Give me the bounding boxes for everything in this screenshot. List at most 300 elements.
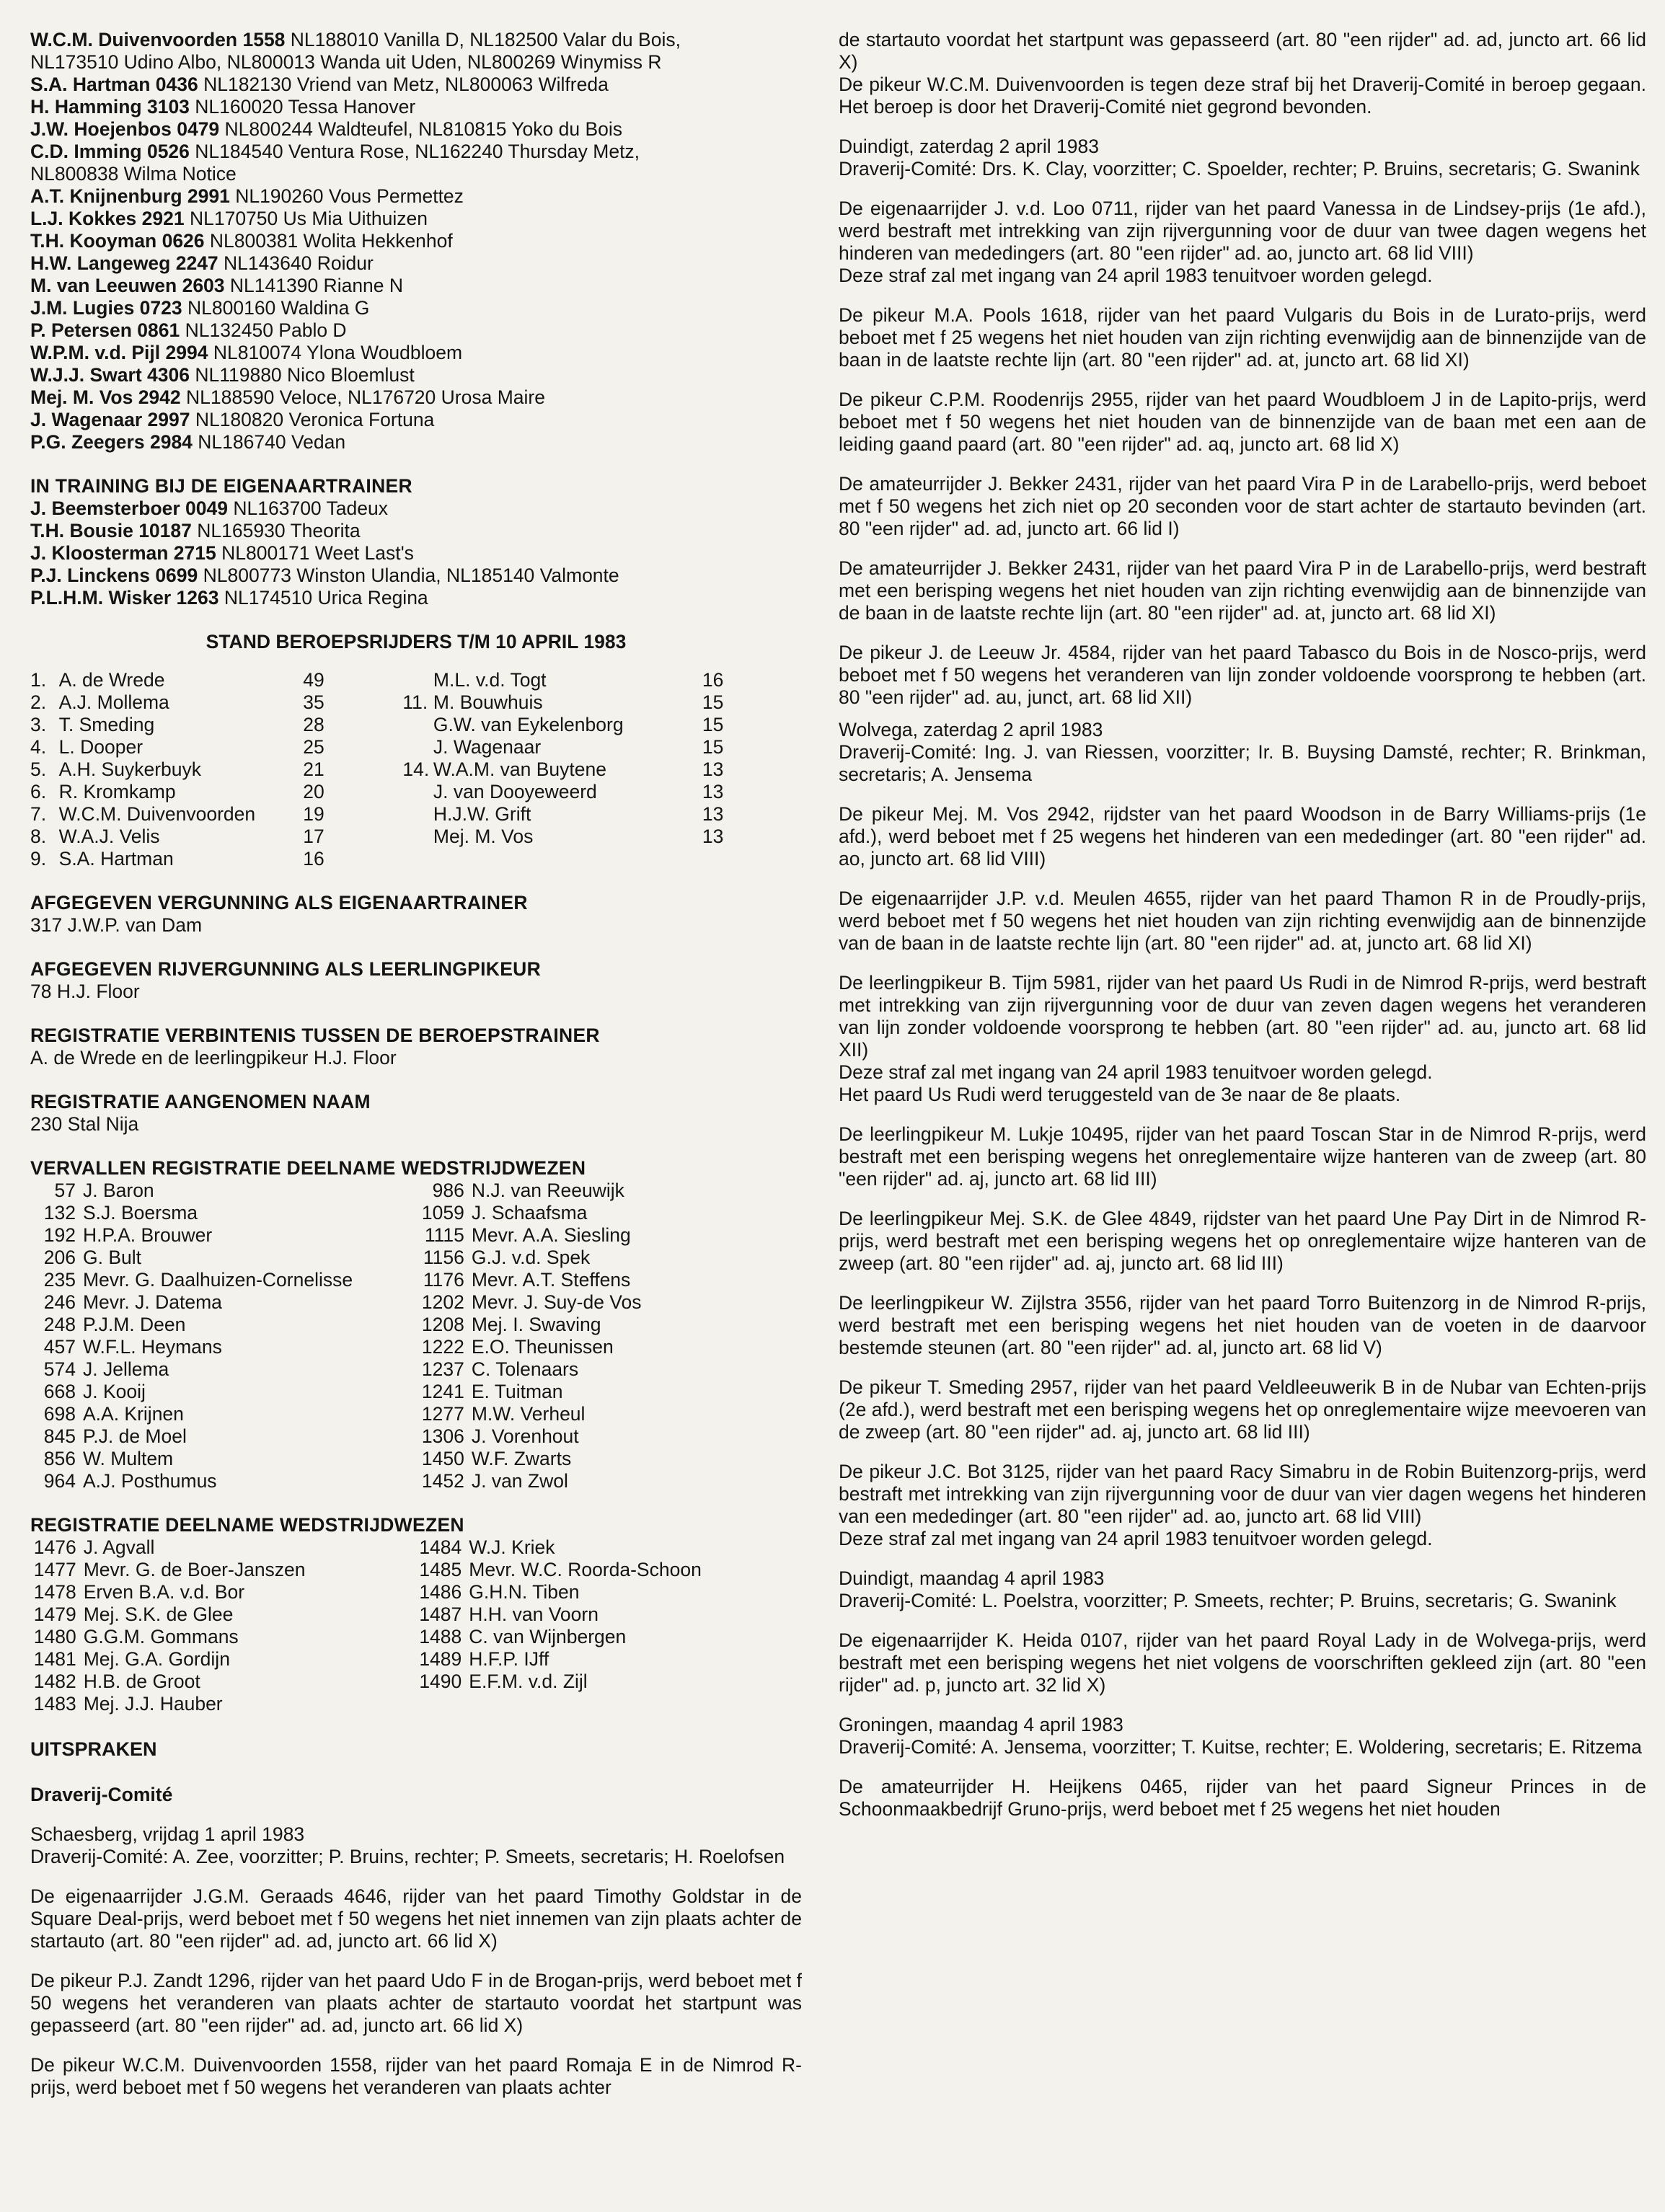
person-name: J. Baron [82,1180,154,1201]
standings-row [30,736,802,758]
rank [402,781,433,803]
rank: 6. [30,781,47,802]
reg-number: 1487 [419,1603,462,1625]
person-name: H.F.P. IJff [469,1648,549,1670]
reg-number: 964 [43,1470,76,1492]
rider-name: J. Wagenaar [433,736,542,758]
points: 13 [702,803,724,825]
ruling-line: De amateurrijder H. Heijkens 0465, rijder van het paard Signeur Princes in de Schoonmaakbedrijf Gruno-prijs, werd beboet met f 25 wegens het niet houden [839,1776,1646,1820]
trainer-name: L.J. Kokkes 2921 [30,208,185,229]
reg-number: 1478 [33,1581,76,1603]
rank [402,736,433,758]
person-name: G. Bult [82,1247,141,1268]
person-name: Mej. G.A. Gordijn [83,1648,230,1670]
standings-row [30,669,802,691]
horse-list: NL182130 Vriend van Metz, NL800063 Wilfreda [198,74,609,95]
person-name: W. Multem [82,1448,174,1469]
person-name: E.O. Theunissen [471,1336,614,1358]
list-row [30,1581,802,1603]
trainer-name: M. van Leeuwen 2603 [30,275,225,296]
registratie-table [30,1536,802,1715]
horse-list: NL132450 Pablo D [180,319,347,341]
entry-line [30,520,802,542]
person-name: Mevr. A.T. Steffens [471,1269,631,1291]
person-name: P.J.M. Deen [82,1314,186,1335]
standings-row [30,826,802,848]
points: 15 [702,714,724,735]
rank [402,669,433,691]
rank: 9. [30,848,47,870]
section-text: 78 H.J. Floor [30,981,140,1002]
rider-name: H.J.W. Grift [433,803,531,825]
rider-name: R. Kromkamp [58,781,176,802]
list-row [30,1314,802,1336]
list-row [30,1358,802,1381]
reg-number: 1450 [421,1448,464,1469]
rider-name: W.A.M. van Buytene [433,758,607,780]
left-column [30,29,802,2099]
person-name: S.J. Boersma [82,1202,198,1224]
horse-list: NL800773 Winston Ulandia, NL185140 Valmonte [198,565,619,586]
reg-number: 856 [43,1448,76,1469]
horse-list: NL800160 Waldina G [182,297,370,319]
person-name: G.H.N. Tiben [469,1581,580,1603]
horse-list: NL119880 Nico Bloemlust [189,364,415,386]
person-name: Mej. I. Swaving [471,1314,601,1335]
reg-number: 1208 [421,1314,464,1335]
ruling-line: De leerlingpikeur W. Zijlstra 3556, rijder van het paard Torro Buitenzorg in de Nimrod R-prijs, werd bestraft met een berisping wegens het niet houden van de voeten in de daarvoor bestemde steunen (art. 80 "een rijder" ad. al, juncto art. 68 lid V) [839,1292,1646,1358]
entry-line [30,29,802,51]
meeting-block [839,719,1646,786]
reg-number: 1479 [33,1603,76,1625]
reg-number: 457 [43,1336,76,1358]
rank: 8. [30,826,47,847]
reg-number: 1485 [419,1559,462,1580]
ruling-block [839,29,1646,118]
reg-number: 246 [43,1291,76,1313]
rank: 2. [30,691,47,713]
person-name: M.W. Verheul [471,1403,586,1425]
meeting-schaesberg [30,1823,802,1868]
ruling-block [839,1208,1646,1275]
reg-number: 1306 [421,1425,464,1447]
rider-name: A. de Wrede [58,669,165,691]
rider-name: W.A.J. Velis [58,826,160,847]
standings-row [30,781,802,803]
person-name: Mevr. G. de Boer-Janszen [83,1559,306,1580]
trainer-name: W.C.M. Duivenvoorden 1558 [30,29,286,50]
list-row [30,1247,802,1269]
points: 19 [303,803,324,825]
trainer-name: T.H. Kooyman 0626 [30,230,205,252]
ruling-block [839,642,1646,709]
points: 13 [702,826,724,847]
reg-number: 1237 [421,1358,464,1380]
section-text: 317 J.W.P. van Dam [30,914,203,936]
meeting-date: Groningen, maandag 4 april 1983 [839,1714,1123,1735]
points: 21 [303,758,324,780]
trainer-name: H.W. Langeweg 2247 [30,252,218,274]
reg-number: 248 [43,1314,76,1335]
ruling-block [839,198,1646,287]
ruling-line: De eigenaarrijder J. v.d. Loo 0711, rijder van het paard Vanessa in de Lindsey-prijs (1e afd.), werd bestraft met intrekking van zijn rijvergunning voor de duur van twee dagen wegens het hinderen van mededingers (art. 80 "een rijder" ad. ao, juncto art. 68 lid VIII) [839,198,1646,264]
list-row [30,1224,802,1247]
person-name: J. van Zwol [471,1470,568,1492]
horse-list: NL143640 Roidur [218,252,374,274]
section-heading: AFGEGEVEN VERGUNNING ALS EIGENAARTRAINER [30,892,528,913]
standings-row [30,803,802,826]
person-name: W.F.L. Heymans [82,1336,222,1358]
reg-number: 1176 [423,1269,464,1291]
person-name: A.A. Krijnen [82,1403,184,1425]
entry-line [30,163,802,185]
ruling-line: Deze straf zal met ingang van 24 april 1983 tenuitvoer worden gelegd. [839,1061,1433,1083]
reg-number: 235 [43,1269,76,1291]
entry-line [30,342,802,364]
list-row [30,1448,802,1470]
person-name [469,1693,802,1715]
ruling-line: De eigenaarrijder J.P. v.d. Meulen 4655, rijder van het paard Thamon R in de Proudly-prijs, werd beboet met f 50 wegens het niet houden van zijn richting evenwijdig aan de binnenzijde van de baan in de laatste rechte lijn (art. 80 "een rijder" ad. at, juncto art. 68 lid XI) [839,888,1646,954]
list-row [30,1180,802,1202]
points: 15 [702,736,724,758]
points: 20 [303,781,324,802]
ruling-block [839,389,1646,456]
trainer-name: H. Hamming 3103 [30,96,190,118]
reg-number: 132 [43,1202,76,1224]
right-column [839,29,1646,1821]
entry-line [30,208,802,230]
ruling-paragraph: De eigenaarrijder J.G.M. Geraads 4646, rijder van het paard Timothy Goldstar in de Square Deal-prijs, werd beboet met f 50 wegens het niet innemen van zijn plaats achter de startauto (art. 80 "een rijder" ad. ad, juncto art. 66 lid X) [30,1885,802,1952]
trainer-name: J. Beemsterboer 0049 [30,497,228,519]
rank: 4. [30,736,47,758]
horse-list: NL180820 Veronica Fortuna [190,409,435,430]
entry-line [30,74,802,96]
reg-number: 1484 [419,1536,462,1558]
trainer-name: C.D. Imming 0526 [30,141,190,162]
list-row [30,1291,802,1314]
person-name: P.J. de Moel [82,1425,187,1447]
entry-line [30,565,802,587]
ruling-block [839,1461,1646,1550]
horse-list: NL174510 Urica Regina [218,587,428,609]
entry-line [30,297,802,319]
ruling-block [839,1629,1646,1696]
ruling-line: Deze straf zal met ingang van 24 april 1983 tenuitvoer worden gelegd. [839,1528,1433,1549]
points: 49 [303,669,324,691]
list-row [30,1693,802,1715]
ruling-line: De leerlingpikeur M. Lukje 10495, rijder van het paard Toscan Star in de Nimrod R-prijs, werd bestraft met een berisping wegens het onreglementaire wijze hanteren van de zweep (art. 80 "een rijder" ad. aj, juncto art. 68 lid III) [839,1123,1646,1190]
person-name: W.J. Kriek [469,1536,555,1558]
ruling-paragraph: De pikeur W.C.M. Duivenvoorden 1558, rijder van het paard Romaja E in de Nimrod R-prijs, werd beboet met f 50 wegens het veranderen van plaats achter [30,2054,802,2098]
entry-line [30,51,802,74]
reg-number: 1115 [424,1224,464,1246]
section-heading: AFGEGEVEN RIJVERGUNNING ALS LEERLINGPIKEUR [30,958,542,980]
person-name: J. Schaafsma [471,1202,588,1224]
person-name: Mevr. J. Suy-de Vos [471,1291,642,1313]
rank: 14. [402,758,430,780]
ruling-line: Deze straf zal met ingang van 24 april 1983 tenuitvoer worden gelegd. [839,265,1433,286]
rank [402,714,433,736]
person-name: Mevr. W.C. Roorda-Schoon [469,1559,702,1580]
ruling-line: De pikeur W.C.M. Duivenvoorden is tegen deze straf bij het Draverij-Comité in beroep gegaan. Het beroep is door het Draverij-Comité niet gegrond bevonden. [839,74,1646,118]
ruling-line: De amateurrijder J. Bekker 2431, rijder van het paard Vira P in de Larabello-prijs, werd bestraft met een berisping wegens het niet houden van zijn richting evenwijdig aan de binnenzijde van de baan in de laatste rechte lijn (art. 80 "een rijder" ad. at, juncto art. 68 lid XI) [839,557,1646,624]
vervallen-heading: VERVALLEN REGISTRATIE DEELNAME WEDSTRIJDWEZEN [30,1157,586,1179]
reg-number: 1482 [33,1671,76,1692]
person-name: Erven B.A. v.d. Bor [83,1581,245,1603]
reg-number: 668 [43,1381,76,1402]
rider-name: W.C.M. Duivenvoorden [58,803,256,825]
ruling-line: De pikeur J. de Leeuw Jr. 4584, rijder van het paard Tabasco du Bois in de Nosco-prijs, werd beboet met f 50 wegens het veranderen van lijn zonder voldoende voorsprong te hebben (art. 80 "een rijder" ad. au, junct, art. 68 lid XII) [839,642,1646,708]
ruling-line: De pikeur Mej. M. Vos 2942, rijdster van het paard Woodson in de Barry Williams-prijs (1e afd.), werd beboet met f 25 wegens het hinderen van een mededinger (art. 80 "een rijder" ad. ao, juncto art. 68 lid VIII) [839,803,1646,870]
person-name: E.F.M. v.d. Zijl [469,1671,588,1692]
section-heading: REGISTRATIE AANGENOMEN NAAM [30,1091,371,1112]
reg-number: 574 [43,1358,76,1380]
rider-name: A.H. Suykerbuyk [58,758,201,780]
reg-number: 1481 [33,1648,76,1670]
ruling-block [839,803,1646,870]
person-name: C. van Wijnbergen [469,1626,627,1647]
entry-line [30,386,802,409]
entry-line [30,118,802,141]
list-row [30,1536,802,1559]
ruling-line: De pikeur C.P.M. Roodenrijs 2955, rijder van het paard Woudbloem J in de Lapito-prijs, werd beboet met f 50 wegens het niet houden van de binnenzijde van de baan met een aan de leiding gaand paard (art. 80 "een rijder" ad. aq, juncto art. 68 lid X) [839,389,1646,455]
ruling-line: De pikeur J.C. Bot 3125, rijder van het paard Racy Simabru in de Robin Buitenzorg-prijs, werd bestraft met intrekking van zijn rijvergunning voor de duur van vier dagen wegens het hinderen van een mededinger (art. 80 "een rijder" ad. ao, juncto art. 68 lid VIII) [839,1461,1646,1527]
reg-number: 986 [432,1180,464,1201]
person-name: Mej. J.J. Hauber [83,1693,223,1715]
reg-number: 1452 [421,1470,464,1492]
owner-trainer-entries [30,497,802,609]
trainer-name: P.J. Linckens 0699 [30,565,198,586]
entry-line [30,96,802,118]
meeting-date: Schaesberg, vrijdag 1 april 1983 [30,1823,305,1845]
list-row [30,1425,802,1448]
reg-number: 1477 [33,1559,76,1580]
list-row [30,1470,802,1492]
list-row [30,1626,802,1648]
rider-name: L. Dooper [58,736,143,758]
reg-number: 1156 [423,1247,464,1268]
ruling-block [839,557,1646,624]
ruling-block [839,1292,1646,1359]
person-name: Mevr. A.A. Siesling [471,1224,631,1246]
trainer-name: T.H. Bousie 10187 [30,520,192,541]
rank: 1. [30,669,47,691]
person-name: J. Vorenhout [471,1425,579,1447]
entry-line [30,587,802,609]
horse-list: NL188590 Veloce, NL176720 Urosa Maire [180,386,545,408]
points: 13 [702,781,724,802]
reg-number: 192 [43,1224,76,1246]
uitspraken-heading: UITSPRAKEN [30,1738,157,1760]
standings-row [30,691,802,714]
reg-number [416,1693,469,1715]
list-row [30,1403,802,1425]
registration-sections [30,892,802,1136]
entry-line [30,409,802,431]
reg-number: 698 [43,1403,76,1425]
rider-name: Mej. M. Vos [433,826,534,847]
horse-list: NL810074 Ylona Woudbloem [208,342,463,363]
entry-line [30,497,802,520]
trainer-name: W.P.M. v.d. Pijl 2994 [30,342,208,363]
horse-list: NL190260 Vous Permettez [229,185,464,207]
rank: 11. [402,691,428,713]
trainer-name: P.L.H.M. Wisker 1263 [30,587,219,609]
vervallen-table [30,1180,802,1492]
horse-list: NL163700 Tadeux [228,497,389,519]
rider-name: A.J. Mollema [58,691,169,713]
points: 16 [702,669,724,691]
trainer-name: S.A. Hartman 0436 [30,74,198,95]
standings-heading: STAND BEROEPSRIJDERS T/M 10 APRIL 1983 [206,631,627,652]
meeting-committee: Draverij-Comité: A. Zee, voorzitter; P. Bruins, rechter; P. Smeets, secretaris; H. Roelofsen [30,1846,785,1867]
standings-row [30,714,802,736]
points: 28 [303,714,324,735]
trainer-name: W.J.J. Swart 4306 [30,364,190,386]
trainer-name: J. Kloosterman 2715 [30,542,216,564]
entry-line [30,185,802,208]
rider-name: J. van Dooyeweerd [433,781,597,802]
list-row [30,1648,802,1671]
trainer-name: A.T. Knijnenburg 2991 [30,185,230,207]
list-row [30,1381,802,1403]
person-name: Mevr. J. Datema [82,1291,222,1313]
rank [402,803,433,826]
entry-line [30,431,802,454]
list-row [30,1269,802,1291]
licensed-trainer-entries [30,29,802,454]
entry-line [30,252,802,275]
rank [402,848,433,870]
trainer-name: J.M. Lugies 0723 [30,297,182,319]
section-text: A. de Wrede en de leerlingpikeur H.J. Floor [30,1047,397,1069]
reg-number: 1241 [421,1381,464,1402]
rank: 5. [30,758,47,780]
draverij-heading: Draverij-Comité [30,1784,173,1805]
entry-line [30,364,802,386]
trainer-name: J. Wagenaar 2997 [30,409,190,430]
meeting-committee: Draverij-Comité: Drs. K. Clay, voorzitter; C. Spoelder, rechter; P. Bruins, secretaris; G. Swanink [839,158,1640,180]
meeting-date: Duindigt, zaterdag 2 april 1983 [839,136,1099,157]
reg-number: 1483 [33,1693,76,1715]
entry-line [30,275,802,297]
meeting-date: Wolvega, zaterdag 2 april 1983 [839,719,1103,740]
ruling-block [839,304,1646,371]
entry-line [30,230,802,252]
horse-list: NL800838 Wilma Notice [30,163,237,185]
reg-number: 1489 [419,1648,462,1670]
ruling-block [839,972,1646,1106]
person-name: N.J. van Reeuwijk [471,1180,624,1201]
ruling-block [839,473,1646,540]
meeting-block [839,1567,1646,1612]
rider-name: M. Bouwhuis [433,691,543,713]
ruling-line: De pikeur M.A. Pools 1618, rijder van het paard Vulgaris du Bois in de Lurato-prijs, werd beboet met f 25 wegens het niet houden van zijn richting evenwijdig aan de binnenzijde van de baan in de laatste rechte lijn (art. 80 "een rijder" ad. at, juncto art. 68 lid XI) [839,304,1646,371]
person-name: Mej. S.K. de Glee [83,1603,234,1625]
ruling-block [839,888,1646,955]
entry-line [30,141,802,163]
list-row [30,1336,802,1358]
meeting-block [839,136,1646,180]
training-heading: IN TRAINING BIJ DE EIGENAARTRAINER [30,475,412,497]
registratie-heading: REGISTRATIE DEELNAME WEDSTRIJDWEZEN [30,1514,464,1536]
person-name: J. Jellema [82,1358,169,1380]
reg-number: 57 [54,1180,76,1201]
ruling-block [839,1776,1646,1821]
rider-name: M.L. v.d. Togt [433,669,547,691]
horse-list: NL173510 Udino Albo, NL800013 Wanda uit Uden, NL800269 Winymiss R [30,51,662,73]
reg-number: 1222 [421,1336,464,1358]
person-name: G.G.M. Gommans [83,1626,239,1647]
rulings-left [30,1885,802,2099]
points: 13 [702,758,724,780]
horse-list: NL800171 Weet Last's [216,542,414,564]
points [702,848,802,870]
points: 25 [303,736,324,758]
section-heading: REGISTRATIE VERBINTENIS TUSSEN DE BEROEPSTRAINER [30,1025,600,1046]
person-name: G.J. v.d. Spek [471,1247,591,1268]
rank [402,826,433,848]
rank: 7. [30,803,47,825]
reg-number: 845 [43,1425,76,1447]
rider-name: G.W. van Eykelenborg [433,714,624,735]
reg-number: 1059 [421,1202,464,1224]
ruling-block [839,1123,1646,1190]
ruling-line: De leerlingpikeur B. Tijm 5981, rijder van het paard Us Rudi in de Nimrod R-prijs, werd bestraft met intrekking van zijn rijvergunning voor de duur van zeven dagen wegens het veranderen van lijn zonder voldoende voorsprong te hebben (art. 80 "een rijder" ad. au, juncto art. 68 lid XII) [839,972,1646,1061]
person-name: C. Tolenaars [471,1358,579,1380]
ruling-line: De amateurrijder J. Bekker 2431, rijder van het paard Vira P in de Larabello-prijs, werd beboet met f 50 wegens het zich niet op 20 seconden voor de start achter de startauto bevinden (art. 80 "een rijder" ad. ad, juncto art. 66 lid I) [839,473,1646,539]
ruling-paragraph: De pikeur P.J. Zandt 1296, rijder van het paard Udo F in de Brogan-prijs, werd beboet met f 50 wegens het veranderen van plaats achter de startauto voordat het startpunt was gepasseerd (art. 80 "een rijder" ad. ad, juncto art. 66 lid X) [30,1970,802,2036]
person-name: H.P.A. Brouwer [82,1224,213,1246]
person-name: W.F. Zwarts [471,1448,572,1469]
rider-name [433,848,702,870]
meeting-committee: Draverij-Comité: Ing. J. van Riessen, voorzitter; Ir. B. Buysing Damsté, rechter; R. Brinkman, secretaris; A. Jensema [839,741,1646,785]
horse-list: NL160020 Tessa Hanover [189,96,416,118]
horse-list: NL165930 Theorita [191,520,361,541]
standings-row [30,758,802,781]
list-row [30,1202,802,1224]
reg-number: 206 [43,1247,76,1268]
trainer-name: P. Petersen 0861 [30,319,180,341]
points: 17 [303,826,324,847]
person-name: E. Tuitman [471,1381,563,1402]
person-name: A.J. Posthumus [82,1470,217,1492]
person-name: Mevr. G. Daalhuizen-Cornelisse [82,1269,353,1291]
reg-number: 1486 [419,1581,462,1603]
reg-number: 1490 [419,1671,462,1692]
person-name: H.B. de Groot [83,1671,200,1692]
trainer-name: J.W. Hoejenbos 0479 [30,118,220,140]
meeting-committee: Draverij-Comité: L. Poelstra, voorzitter; P. Smeets, rechter; P. Bruins, secretaris; G. Swanink [839,1590,1617,1611]
ruling-block [839,1376,1646,1443]
entry-line [30,542,802,565]
person-name: J. Kooij [82,1381,146,1402]
trainer-name: Mej. M. Vos 2942 [30,386,181,408]
ruling-line: De eigenaarrijder K. Heida 0107, rijder van het paard Royal Lady in de Wolvega-prijs, werd bestraft met een berisping wegens het niet volgens de voorschriften gekleed zijn (art. 80 "een rijder" ad. p, juncto art. 32 lid X) [839,1629,1646,1696]
reg-number: 1488 [419,1626,462,1647]
horse-list: NL141390 Rianne N [224,275,404,296]
horse-list: NL800381 Wolita Hekkenhof [204,230,453,252]
horse-list: NL184540 Ventura Rose, NL162240 Thursday Metz, [189,141,640,162]
meeting-committee: Draverij-Comité: A. Jensema, voorzitter; T. Kuitse, rechter; E. Woldering, secretaris; E. Ritzema [839,1736,1642,1758]
standings-row [30,848,802,870]
section-text: 230 Stal Nija [30,1113,139,1135]
reg-number: 1476 [33,1536,76,1558]
ruling-line: Het paard Us Rudi werd teruggesteld van de 3e naar de 8e plaats. [839,1084,1401,1105]
reg-number: 1277 [421,1403,464,1425]
person-name: J. Agvall [83,1536,155,1558]
meeting-block [839,1714,1646,1758]
